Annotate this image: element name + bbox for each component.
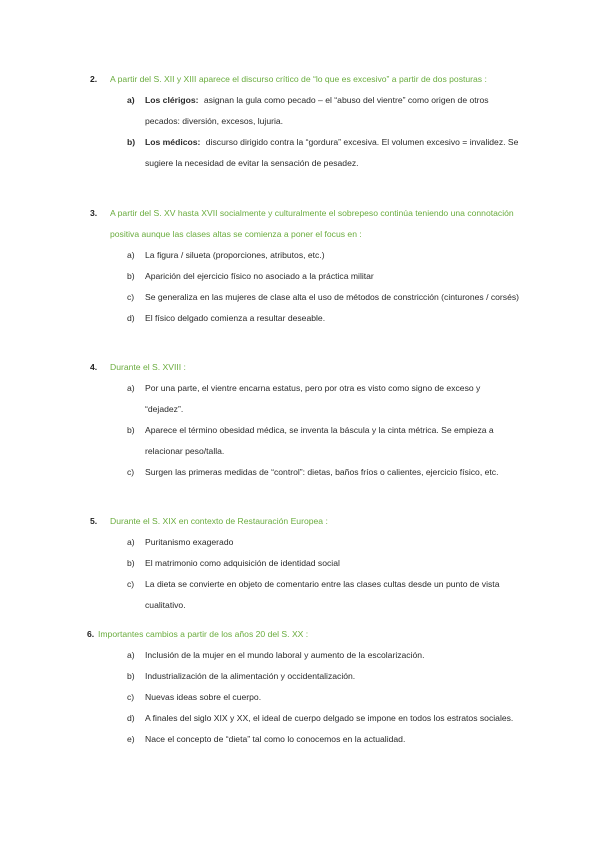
item-list [0, 378, 600, 483]
item-label: b) [127, 271, 135, 281]
item-text: Aparece el término obesidad médica, se inventa la báscula y la cinta métrica. Se empieza a relacionar peso/talla. [145, 425, 494, 456]
item-text: A finales del siglo XIX y XX, el ideal de cuerpo delgado se impone en todos los estratos sociales. [145, 713, 514, 723]
item-text: La dieta se convierte en objeto de comentario entre las clases cultas desde un punto de vista cualitativo. [145, 579, 500, 610]
item-label: c) [127, 467, 135, 477]
list-item [0, 532, 520, 553]
list-item [0, 729, 520, 750]
section-heading-text: Durante el S. XVIII : [110, 362, 186, 372]
item-label: b) [127, 425, 135, 435]
section-heading-text: A partir del S. XV hasta XVII socialmente y culturalmente el sobrepeso continúa teniendo una connotación positiva aunque las clases altas se comienza a poner el focus en : [110, 208, 514, 239]
list-item [0, 645, 520, 666]
item-label: b) [127, 137, 136, 147]
item-label: c) [127, 692, 135, 702]
list-item [0, 462, 520, 483]
item-text: Industrialización de la alimentación y occidentalización. [145, 671, 356, 681]
list-item [0, 245, 520, 266]
section-number: 4. [90, 362, 98, 372]
list-item [0, 553, 520, 574]
section-number: 2. [90, 74, 98, 84]
item-label: c) [127, 292, 135, 302]
section-heading [0, 511, 530, 532]
section-heading-text: Durante el S. XIX en contexto de Restauración Europea : [110, 516, 328, 526]
list-item [0, 287, 520, 308]
item-text: Por una parte, el vientre encarna estatus, pero por otra es visto como signo de exceso y “dejadez”. [145, 383, 481, 414]
section-3 [0, 203, 600, 329]
list-item [0, 132, 520, 174]
item-list [0, 532, 600, 616]
list-item [0, 378, 520, 420]
section-2 [0, 69, 600, 174]
item-label: a) [127, 537, 135, 547]
item-text: Se generaliza en las mujeres de clase alta el uso de métodos de constricción (cinturones / corsés) [145, 292, 520, 302]
item-text: Nuevas ideas sobre el cuerpo. [145, 692, 262, 702]
item-text: Puritanismo exagerado [145, 537, 234, 547]
item-text: discurso dirigido contra la “gordura” excesiva. El volumen excesivo = invalidez. Se sugiere la necesidad de evitar la sensación de pesadez. [145, 137, 519, 168]
item-text: Nace el concepto de “dieta” tal como lo conocemos en la actualidad. [145, 734, 406, 744]
section-number: 5. [90, 516, 98, 526]
item-list [0, 90, 600, 174]
item-text: La figura / silueta (proporciones, atributos, etc.) [145, 250, 325, 260]
section-number: 6. [87, 629, 95, 639]
item-label: b) [127, 558, 135, 568]
list-item [0, 90, 520, 132]
list-item [0, 708, 520, 729]
item-text: Surgen las primeras medidas de “control”: dietas, baños fríos o calientes, ejercicio físico, etc. [145, 467, 499, 477]
list-item [0, 666, 520, 687]
item-label: a) [127, 250, 135, 260]
section-heading [0, 357, 530, 378]
list-item [0, 308, 520, 329]
item-label: a) [127, 95, 135, 105]
item-label: b) [127, 671, 135, 681]
list-item [0, 420, 520, 462]
section-6 [0, 624, 600, 750]
item-text: El físico delgado comienza a resultar deseable. [145, 313, 326, 323]
item-list [0, 245, 600, 329]
list-item [0, 574, 520, 616]
section-heading-text: Importantes cambios a partir de los años 20 del S. XX : [98, 629, 309, 639]
item-label: e) [127, 734, 135, 744]
item-term: Los médicos: [145, 137, 201, 147]
section-heading [0, 624, 518, 645]
section-heading [0, 69, 530, 90]
section-5 [0, 511, 600, 616]
item-label: c) [127, 579, 135, 589]
section-heading-text: A partir del S. XII y XIII aparece el discurso crítico de “lo que es excesivo” a partir de dos posturas : [110, 74, 487, 84]
list-item [0, 687, 520, 708]
item-label: d) [127, 713, 135, 723]
item-text: El matrimonio como adquisición de identidad social [145, 558, 340, 568]
item-list [0, 645, 600, 750]
item-text: Aparición del ejercicio físico no asociado a la práctica militar [145, 271, 374, 281]
item-text: Inclusión de la mujer en el mundo laboral y aumento de la escolarización. [145, 650, 425, 660]
section-4 [0, 357, 600, 483]
item-label: d) [127, 313, 135, 323]
section-number: 3. [90, 208, 98, 218]
item-label: a) [127, 650, 135, 660]
item-text: asignan la gula como pecado – el “abuso del vientre” como origen de otros pecados: diversión, excesos, lujuria. [145, 95, 489, 126]
item-term: Los clérigos: [145, 95, 199, 105]
item-label: a) [127, 383, 135, 393]
section-heading [0, 203, 530, 245]
list-item [0, 266, 520, 287]
